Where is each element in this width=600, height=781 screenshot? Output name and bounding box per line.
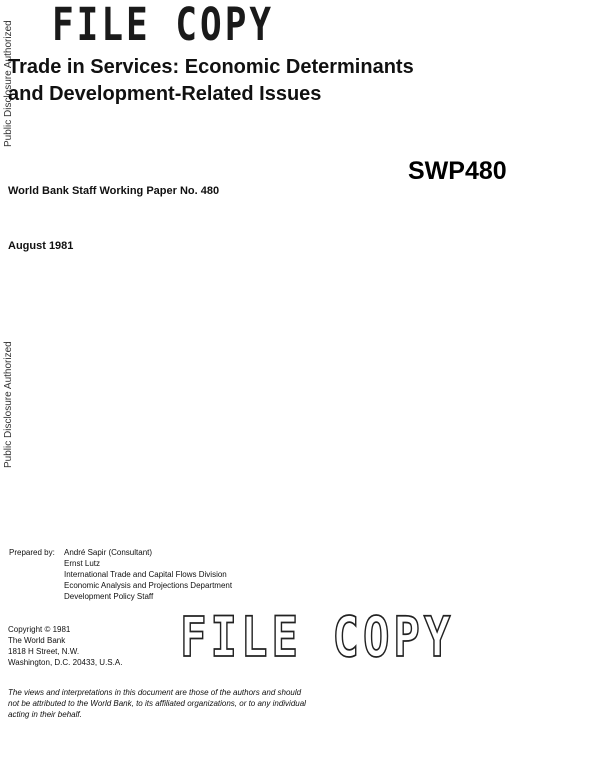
copyright-block xyxy=(8,624,122,668)
prepared-by-line: International Trade and Capital Flows Division xyxy=(64,570,227,579)
series-label: World Bank Staff Working Paper No. 480 xyxy=(8,185,220,197)
copyright-line: Washington, D.C. 20433, U.S.A. xyxy=(8,658,123,667)
disclaimer-text: The views and interpretations in this document are those of the authors and should not be attributed to the World Bank, to its affiliated organizations, or to any individual acting in their behalf. xyxy=(8,688,306,719)
prepared-by-line: Development Policy Staff xyxy=(64,592,154,601)
copyright-line: Copyright © 1981 xyxy=(8,625,71,634)
copyright-line: 1818 H Street, N.W. xyxy=(8,647,80,656)
file-copy-stamp-bottom: FILE COPY xyxy=(180,606,455,670)
prepared-by-line: Ernst Lutz xyxy=(64,559,101,568)
document-title xyxy=(8,54,414,108)
prepared-by-label: Prepared by: xyxy=(9,548,55,557)
file-copy-stamp-top: FILE COPY xyxy=(52,0,275,52)
disclosure-label-top: Public Disclosure Authorized xyxy=(3,20,14,147)
prepared-by-line: André Sapir (Consultant) xyxy=(64,548,153,557)
disclosure-label-bottom: Public Disclosure Authorized xyxy=(3,341,14,468)
copyright-line: The World Bank xyxy=(8,636,66,645)
prepared-by-line: Economic Analysis and Projections Department xyxy=(64,581,233,590)
report-code: SWP480 xyxy=(408,157,507,185)
prepared-by-list xyxy=(64,547,232,602)
publication-date: August 1981 xyxy=(8,240,74,252)
title-line-2: and Development-Related Issues xyxy=(8,83,322,105)
title-line-1: Trade in Services: Economic Determinants xyxy=(8,56,414,78)
